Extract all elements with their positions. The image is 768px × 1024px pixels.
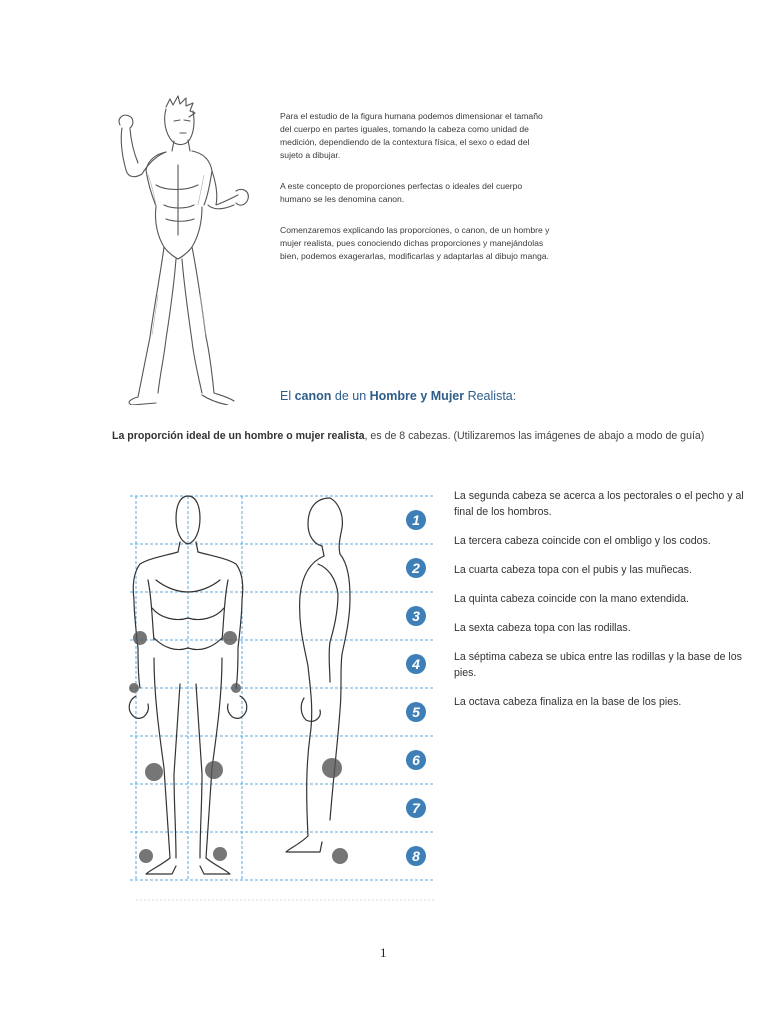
marker-7 (406, 798, 426, 818)
steps-list (454, 488, 746, 710)
step-4: La cuarta cabeza topa con el pubis y las muñecas. (454, 564, 692, 576)
subtitle-line (112, 430, 704, 442)
page-number: 1 (380, 945, 387, 960)
marker-label-1: 1 (412, 512, 420, 528)
intro-text (280, 110, 552, 263)
intro-paragraph-3: Comenzaremos explicando las proporciones, o canon, de un hombre y mujer realista, pues conociendo dichas proporciones y manejándolas bien, podemos exagerarlas, modificarlas y adaptarlas al dibujo manga. (280, 225, 550, 261)
marker-label-8: 8 (412, 848, 420, 864)
intro-paragraph-2: A este concepto de proporciones perfectas o ideales del cuerpo humano se les denomina canon. (280, 181, 523, 204)
marker-label-3: 3 (412, 608, 420, 624)
step-7: La séptima cabeza se ubica entre las rodillas y la base de los pies. (454, 651, 742, 679)
marker-label-5: 5 (412, 704, 420, 720)
marker-4 (406, 654, 426, 674)
marker-2 (406, 558, 426, 578)
step-2: La segunda cabeza se acerca a los pectorales o el pecho y al final de los hombros. (454, 490, 744, 518)
step-6: La sexta cabeza topa con las rodillas. (454, 622, 631, 634)
marker-label-4: 4 (412, 656, 420, 672)
proportion-diagram (118, 488, 440, 906)
marker-6 (406, 750, 426, 770)
subtitle-bold: La proporción ideal de un hombre o mujer realista (112, 430, 365, 442)
step-5: La quinta cabeza coincide con la mano extendida. (454, 593, 689, 605)
subtitle-rest: , es de 8 cabezas. (Utilizaremos las imágenes de abajo a modo de guía) (364, 430, 705, 442)
intro-paragraph-1: Para el estudio de la figura humana podemos dimensionar el tamaño del cuerpo en partes iguales, tomando la cabeza como unidad de medición, dependiendo de la contextura física, el sexo o edad del sujeto a dibujar. (280, 111, 543, 160)
marker-1 (406, 510, 426, 530)
marker-label-7: 7 (412, 800, 420, 816)
marker-3 (406, 606, 426, 626)
marker-label-2: 2 (412, 560, 420, 576)
step-8: La octava cabeza finaliza en la base de los pies. (454, 696, 682, 708)
marker-label-6: 6 (412, 752, 420, 768)
heading-canon: canon (294, 389, 332, 403)
marker-8 (406, 846, 426, 866)
heading-hombre-mujer: Hombre y Mujer (369, 389, 465, 403)
section-heading: El canon de un Hombre y Mujer Realista: (280, 389, 517, 403)
figure-sketch-illustration (108, 95, 268, 405)
step-3: La tercera cabeza coincide con el ombligo y los codos. (454, 535, 711, 547)
side-figure (286, 498, 350, 852)
marker-5 (406, 702, 426, 722)
